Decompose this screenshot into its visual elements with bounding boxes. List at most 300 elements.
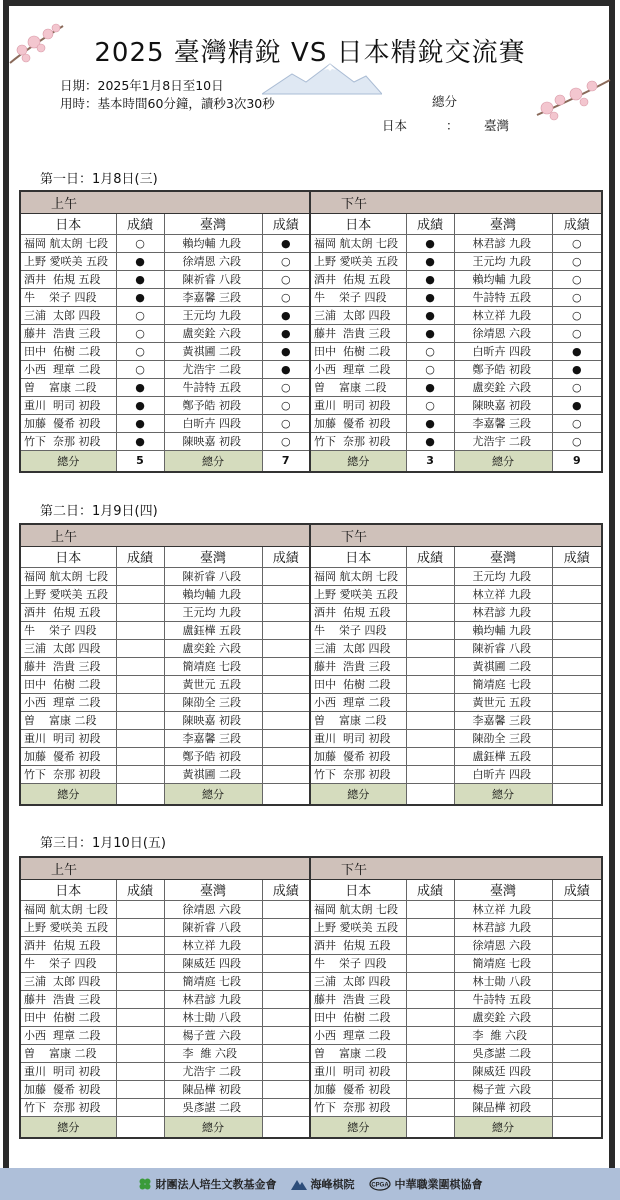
taiwan-player-name: 白昕卉 四段 (454, 342, 552, 360)
japan-player-name: 上野 愛咲美 五段 (20, 585, 116, 603)
taiwan-result-mark (262, 954, 310, 972)
taiwan-player-name: 陳品樺 初段 (164, 1080, 262, 1098)
table-row (20, 639, 602, 657)
table-row (20, 414, 602, 432)
taiwan-player-name: 盧奕銓 六段 (454, 378, 552, 396)
japan-result-mark: ○ (116, 324, 164, 342)
japan-result-mark (116, 990, 164, 1008)
japan-result-mark (406, 765, 454, 783)
japan-result-mark (406, 1044, 454, 1062)
japan-total-score (406, 783, 454, 805)
japan-player-name: 上野 愛咲美 五段 (20, 252, 116, 270)
japan-result-mark (406, 711, 454, 729)
table-row (20, 747, 602, 765)
japan-player-name: 酒井 佑規 五段 (20, 603, 116, 621)
taiwan-result-mark: ○ (552, 378, 602, 396)
taiwan-total-score: 7 (262, 450, 310, 472)
taiwan-player-name: 牛詩特 五段 (454, 288, 552, 306)
col-header-result: 成績 (116, 213, 164, 234)
japan-result-mark (406, 567, 454, 585)
total-label: 總分 (20, 450, 116, 472)
japan-player-name: 加藤 優希 初段 (20, 1080, 116, 1098)
table-row (20, 972, 602, 990)
japan-player-name: 田中 佑樹 二段 (310, 675, 406, 693)
taiwan-player-name: 鄭予皓 初段 (164, 396, 262, 414)
taiwan-player-name: 黃世元 五段 (454, 693, 552, 711)
japan-player-name: 重川 明司 初段 (310, 1062, 406, 1080)
japan-result-mark: ● (406, 288, 454, 306)
taiwan-result-mark (262, 1098, 310, 1116)
clover-logo-icon (138, 1177, 152, 1191)
japan-result-mark: ○ (406, 360, 454, 378)
col-header-japan: 日本 (310, 546, 406, 567)
japan-result-mark (116, 675, 164, 693)
day-schedule-table (19, 190, 603, 473)
japan-result-mark (116, 765, 164, 783)
session-header-pm: 下午 (310, 191, 602, 213)
taiwan-player-name: 李嘉馨 三段 (164, 288, 262, 306)
taiwan-player-name: 林君諺 九段 (454, 234, 552, 252)
taiwan-player-name: 白昕卉 四段 (164, 414, 262, 432)
taiwan-player-name: 王元均 九段 (454, 567, 552, 585)
japan-player-name: 酒井 佑規 五段 (310, 936, 406, 954)
taiwan-result-mark: ○ (262, 396, 310, 414)
table-row (20, 603, 602, 621)
japan-player-name: 牛 栄子 四段 (20, 288, 116, 306)
japan-player-name: 三浦 太郎 四段 (310, 639, 406, 657)
japan-player-name: 重川 明司 初段 (20, 1062, 116, 1080)
table-row (20, 1080, 602, 1098)
japan-player-name: 竹下 奈那 初段 (20, 765, 116, 783)
taiwan-total-score (262, 1116, 310, 1138)
taiwan-result-mark (552, 1044, 602, 1062)
taiwan-result-mark (262, 711, 310, 729)
japan-result-mark (406, 990, 454, 1008)
session-header-am: 上午 (20, 524, 310, 546)
japan-player-name: 重川 明司 初段 (20, 396, 116, 414)
taiwan-result-mark (262, 765, 310, 783)
taiwan-player-name: 黃祺圃 二段 (454, 657, 552, 675)
time-control: 用時：基本時間60分鐘，讀秒3次30秒 (60, 96, 275, 111)
japan-result-mark (406, 900, 454, 918)
col-header-taiwan: 臺灣 (454, 879, 552, 900)
japan-result-mark: ● (116, 288, 164, 306)
japan-result-mark (406, 936, 454, 954)
table-row (20, 360, 602, 378)
japan-player-name: 竹下 奈那 初段 (20, 1098, 116, 1116)
taiwan-result-mark (552, 990, 602, 1008)
japan-player-name: 小西 理章 二段 (20, 360, 116, 378)
taiwan-result-mark (262, 1044, 310, 1062)
session-header-am: 上午 (20, 857, 310, 879)
taiwan-result-mark (552, 747, 602, 765)
japan-result-mark: ○ (116, 360, 164, 378)
japan-player-name: 酒井 佑規 五段 (20, 936, 116, 954)
col-header-japan: 日本 (20, 879, 116, 900)
taiwan-player-name: 盧鈺樺 五段 (164, 621, 262, 639)
taiwan-result-mark (262, 621, 310, 639)
taiwan-result-mark (262, 1062, 310, 1080)
taiwan-result-mark (552, 918, 602, 936)
japan-result-mark: ● (116, 432, 164, 450)
japan-result-mark (116, 603, 164, 621)
japan-player-name: 福岡 航太朗 七段 (310, 567, 406, 585)
taiwan-player-name: 陳映嘉 初段 (164, 432, 262, 450)
taiwan-player-name: 黃祺圃 二段 (164, 342, 262, 360)
japan-player-name: 重川 明司 初段 (310, 729, 406, 747)
japan-player-name: 小西 理章 二段 (20, 693, 116, 711)
taiwan-player-name: 簡靖庭 七段 (454, 675, 552, 693)
session-header-pm: 下午 (310, 857, 602, 879)
japan-player-name: 福岡 航太朗 七段 (20, 900, 116, 918)
japan-player-name: 三浦 太郎 四段 (20, 639, 116, 657)
japan-player-name: 田中 佑樹 二段 (20, 342, 116, 360)
japan-player-name: 竹下 奈那 初段 (310, 1098, 406, 1116)
japan-player-name: 酒井 佑規 五段 (20, 270, 116, 288)
taiwan-player-name: 王元均 九段 (164, 306, 262, 324)
taiwan-result-mark: ○ (262, 270, 310, 288)
table-row (20, 1062, 602, 1080)
day-label: 第三日：1月10日(五) (40, 836, 166, 851)
table-row (20, 711, 602, 729)
table-row (20, 1008, 602, 1026)
japan-result-mark (116, 900, 164, 918)
total-label: 總分 (20, 783, 116, 805)
taiwan-result-mark: ○ (552, 306, 602, 324)
japan-result-mark (116, 1044, 164, 1062)
taiwan-player-name: 林立祥 九段 (454, 585, 552, 603)
taiwan-result-mark (552, 603, 602, 621)
taiwan-result-mark (262, 990, 310, 1008)
col-header-japan: 日本 (310, 879, 406, 900)
japan-player-name: 竹下 奈那 初段 (310, 765, 406, 783)
table-row (20, 900, 602, 918)
col-header-result: 成績 (262, 546, 310, 567)
taiwan-result-mark (262, 747, 310, 765)
japan-result-mark: ○ (116, 342, 164, 360)
sponsor-peisheng (138, 1176, 277, 1192)
taiwan-result-mark (262, 729, 310, 747)
table-row (20, 585, 602, 603)
japan-player-name: 田中 佑樹 二段 (310, 1008, 406, 1026)
taiwan-result-mark (262, 567, 310, 585)
japan-total-score (116, 783, 164, 805)
taiwan-player-name: 林君諺 九段 (164, 990, 262, 1008)
taiwan-player-name: 林立祥 九段 (164, 936, 262, 954)
day-label: 第二日：1月9日(四) (40, 504, 158, 519)
taiwan-player-name: 李 維 六段 (454, 1026, 552, 1044)
japan-total-score: 5 (116, 450, 164, 472)
japan-result-mark: ● (406, 252, 454, 270)
japan-player-name: 田中 佑樹 二段 (20, 1008, 116, 1026)
japan-total-score: 3 (406, 450, 454, 472)
taiwan-total-score (552, 783, 602, 805)
japan-player-name: 曽 富康 二段 (310, 711, 406, 729)
japan-player-name: 上野 愛咲美 五段 (310, 918, 406, 936)
total-label: 總分 (310, 783, 406, 805)
japan-player-name: 曽 富康 二段 (20, 378, 116, 396)
taiwan-player-name: 徐靖恩 六段 (454, 936, 552, 954)
table-row (20, 1098, 602, 1116)
japan-result-mark: ● (406, 324, 454, 342)
japan-result-mark (406, 1008, 454, 1026)
japan-player-name: 上野 愛咲美 五段 (310, 585, 406, 603)
japan-result-mark: ● (406, 306, 454, 324)
taiwan-player-name: 陳劭全 三段 (164, 693, 262, 711)
japan-result-mark (406, 675, 454, 693)
table-row (20, 1044, 602, 1062)
taiwan-result-mark: ○ (552, 432, 602, 450)
taiwan-player-name: 牛詩特 五段 (164, 378, 262, 396)
taiwan-result-mark (262, 936, 310, 954)
japan-result-mark (406, 1080, 454, 1098)
taiwan-player-name: 盧奕銓 六段 (164, 324, 262, 342)
sponsor-haifeng (291, 1176, 355, 1192)
taiwan-result-mark (552, 936, 602, 954)
sponsor-peisheng-name: 財團法人培生文教基金會 (155, 1178, 277, 1191)
taiwan-result-mark (262, 639, 310, 657)
japan-player-name: 藤井 浩貴 三段 (310, 324, 406, 342)
table-row (20, 954, 602, 972)
taiwan-player-name: 鄭予皓 初段 (164, 747, 262, 765)
taiwan-result-mark: ○ (552, 324, 602, 342)
japan-total-score (116, 1116, 164, 1138)
taiwan-result-mark (552, 1062, 602, 1080)
taiwan-result-mark: ○ (262, 414, 310, 432)
taiwan-result-mark (262, 693, 310, 711)
taiwan-player-name: 陳劭全 三段 (454, 729, 552, 747)
japan-player-name: 藤井 浩貴 三段 (310, 990, 406, 1008)
japan-result-mark (116, 711, 164, 729)
cpga-logo-icon (369, 1177, 391, 1191)
cherry-blossom-right-icon (532, 70, 612, 125)
japan-player-name: 田中 佑樹 二段 (20, 675, 116, 693)
day-schedule-table (19, 523, 603, 806)
session-header-pm: 下午 (310, 524, 602, 546)
japan-result-mark (116, 747, 164, 765)
footer-sponsors (0, 1168, 620, 1200)
japan-result-mark (406, 639, 454, 657)
taiwan-player-name: 尤浩宇 二段 (164, 360, 262, 378)
taiwan-player-name: 賴均輔 九段 (164, 234, 262, 252)
col-header-taiwan: 臺灣 (164, 213, 262, 234)
japan-player-name: 曽 富康 二段 (20, 711, 116, 729)
taiwan-player-name: 吳彥諶 二段 (164, 1098, 262, 1116)
japan-player-name: 酒井 佑規 五段 (310, 270, 406, 288)
japan-result-mark: ○ (116, 234, 164, 252)
japan-result-mark (116, 1026, 164, 1044)
taiwan-result-mark (262, 918, 310, 936)
col-header-japan: 日本 (20, 213, 116, 234)
japan-player-name: 牛 栄子 四段 (310, 954, 406, 972)
taiwan-result-mark: ● (552, 342, 602, 360)
japan-result-mark (406, 918, 454, 936)
mountain-logo-icon (291, 1178, 307, 1190)
japan-player-name: 竹下 奈那 初段 (310, 432, 406, 450)
taiwan-player-name: 盧奕銓 六段 (164, 639, 262, 657)
japan-result-mark (406, 657, 454, 675)
taiwan-player-name: 吳彥諶 二段 (454, 1044, 552, 1062)
japan-player-name: 藤井 浩貴 三段 (20, 990, 116, 1008)
taiwan-result-mark: ○ (552, 270, 602, 288)
japan-player-name: 藤井 浩貴 三段 (310, 657, 406, 675)
taiwan-player-name: 陳映嘉 初段 (164, 711, 262, 729)
japan-result-mark (406, 693, 454, 711)
taiwan-player-name: 牛詩特 五段 (454, 990, 552, 1008)
taiwan-result-mark (552, 621, 602, 639)
taiwan-player-name: 陳祈睿 八段 (164, 918, 262, 936)
table-row (20, 918, 602, 936)
taiwan-result-mark (262, 1080, 310, 1098)
taiwan-player-name: 陳祈睿 八段 (164, 567, 262, 585)
taiwan-result-mark: ○ (552, 252, 602, 270)
taiwan-total-score (262, 783, 310, 805)
score-colon: ： (446, 118, 459, 133)
japan-player-name: 加藤 優希 初段 (310, 414, 406, 432)
taiwan-player-name: 盧鈺樺 五段 (454, 747, 552, 765)
table-row (20, 378, 602, 396)
total-label: 總分 (164, 450, 262, 472)
japan-result-mark (116, 936, 164, 954)
col-header-result: 成績 (262, 213, 310, 234)
table-row (20, 567, 602, 585)
japan-result-mark (116, 1098, 164, 1116)
table-row (20, 342, 602, 360)
table-row (20, 990, 602, 1008)
table-row (20, 252, 602, 270)
japan-result-mark: ● (116, 396, 164, 414)
score-japan-label: 日本 (382, 118, 408, 133)
taiwan-result-mark (262, 900, 310, 918)
japan-player-name: 加藤 優希 初段 (310, 747, 406, 765)
taiwan-result-mark: ● (262, 360, 310, 378)
taiwan-result-mark (262, 603, 310, 621)
japan-result-mark: ● (116, 270, 164, 288)
japan-player-name: 竹下 奈那 初段 (20, 432, 116, 450)
japan-player-name: 福岡 航太朗 七段 (20, 567, 116, 585)
japan-result-mark (116, 729, 164, 747)
col-header-taiwan: 臺灣 (454, 546, 552, 567)
col-header-result: 成績 (262, 879, 310, 900)
japan-player-name: 藤井 浩貴 三段 (20, 657, 116, 675)
taiwan-result-mark: ○ (262, 252, 310, 270)
japan-result-mark (406, 1026, 454, 1044)
japan-player-name: 加藤 優希 初段 (20, 414, 116, 432)
japan-result-mark (406, 747, 454, 765)
taiwan-player-name: 陳品樺 初段 (454, 1098, 552, 1116)
taiwan-result-mark (262, 972, 310, 990)
japan-result-mark (116, 567, 164, 585)
page-title: 2025 臺灣精銳 VS 日本精銳交流賽 (94, 38, 526, 68)
japan-result-mark (116, 1062, 164, 1080)
taiwan-player-name: 白昕卉 四段 (454, 765, 552, 783)
table-row (20, 288, 602, 306)
japan-result-mark (116, 1008, 164, 1026)
total-label: 總分 (310, 1116, 406, 1138)
taiwan-player-name: 林君諺 九段 (454, 918, 552, 936)
japan-result-mark: ○ (116, 306, 164, 324)
japan-player-name: 小西 理章 二段 (310, 693, 406, 711)
taiwan-result-mark: ○ (262, 288, 310, 306)
japan-result-mark (116, 1080, 164, 1098)
taiwan-result-mark (262, 675, 310, 693)
col-header-result: 成績 (406, 546, 454, 567)
taiwan-player-name: 盧奕銓 六段 (454, 1008, 552, 1026)
japan-player-name: 牛 栄子 四段 (20, 954, 116, 972)
japan-result-mark (406, 585, 454, 603)
japan-player-name: 加藤 優希 初段 (310, 1080, 406, 1098)
japan-player-name: 小西 理章 二段 (310, 360, 406, 378)
table-row (20, 270, 602, 288)
table-row (20, 396, 602, 414)
col-header-taiwan: 臺灣 (454, 213, 552, 234)
japan-player-name: 小西 理章 二段 (20, 1026, 116, 1044)
table-row (20, 621, 602, 639)
taiwan-player-name: 陳祈睿 八段 (164, 270, 262, 288)
taiwan-player-name: 簡靖庭 七段 (454, 954, 552, 972)
taiwan-result-mark (552, 711, 602, 729)
taiwan-result-mark (552, 1008, 602, 1026)
japan-result-mark: ● (116, 378, 164, 396)
total-label: 總分 (454, 783, 552, 805)
col-header-result: 成績 (406, 879, 454, 900)
japan-result-mark: ○ (406, 396, 454, 414)
japan-player-name: 酒井 佑規 五段 (310, 603, 406, 621)
taiwan-player-name: 徐靖恩 六段 (454, 324, 552, 342)
japan-player-name: 牛 栄子 四段 (310, 621, 406, 639)
taiwan-player-name: 賴均輔 九段 (164, 585, 262, 603)
table-row (20, 765, 602, 783)
taiwan-result-mark (552, 657, 602, 675)
japan-result-mark: ○ (406, 342, 454, 360)
sponsor-haifeng-name: 海峰棋院 (310, 1178, 355, 1191)
table-row (20, 324, 602, 342)
taiwan-player-name: 楊子萱 六段 (454, 1080, 552, 1098)
taiwan-player-name: 簡靖庭 七段 (164, 657, 262, 675)
day-schedule-table (19, 856, 603, 1139)
taiwan-result-mark: ● (552, 396, 602, 414)
japan-player-name: 重川 明司 初段 (20, 729, 116, 747)
table-row (20, 729, 602, 747)
japan-player-name: 福岡 航太朗 七段 (20, 234, 116, 252)
col-header-result: 成績 (116, 546, 164, 567)
total-label: 總分 (164, 1116, 262, 1138)
taiwan-player-name: 王元均 九段 (454, 252, 552, 270)
taiwan-result-mark (552, 972, 602, 990)
taiwan-player-name: 簡靖庭 七段 (164, 972, 262, 990)
col-header-result: 成績 (552, 879, 602, 900)
taiwan-player-name: 李嘉馨 三段 (164, 729, 262, 747)
taiwan-player-name: 黃世元 五段 (164, 675, 262, 693)
table-row (20, 1026, 602, 1044)
japan-player-name: 田中 佑樹 二段 (310, 342, 406, 360)
total-label: 總分 (454, 450, 552, 472)
taiwan-player-name: 徐靖恩 六段 (164, 252, 262, 270)
taiwan-player-name: 徐靖恩 六段 (164, 900, 262, 918)
col-header-japan: 日本 (310, 213, 406, 234)
taiwan-result-mark (552, 675, 602, 693)
japan-player-name: 上野 愛咲美 五段 (310, 252, 406, 270)
taiwan-total-score: 9 (552, 450, 602, 472)
taiwan-result-mark: ● (262, 234, 310, 252)
taiwan-result-mark (262, 585, 310, 603)
japan-player-name: 重川 明司 初段 (310, 396, 406, 414)
table-row (20, 675, 602, 693)
taiwan-player-name: 賴均輔 九段 (454, 621, 552, 639)
japan-result-mark (116, 954, 164, 972)
taiwan-player-name: 賴均輔 九段 (454, 270, 552, 288)
taiwan-result-mark (552, 585, 602, 603)
